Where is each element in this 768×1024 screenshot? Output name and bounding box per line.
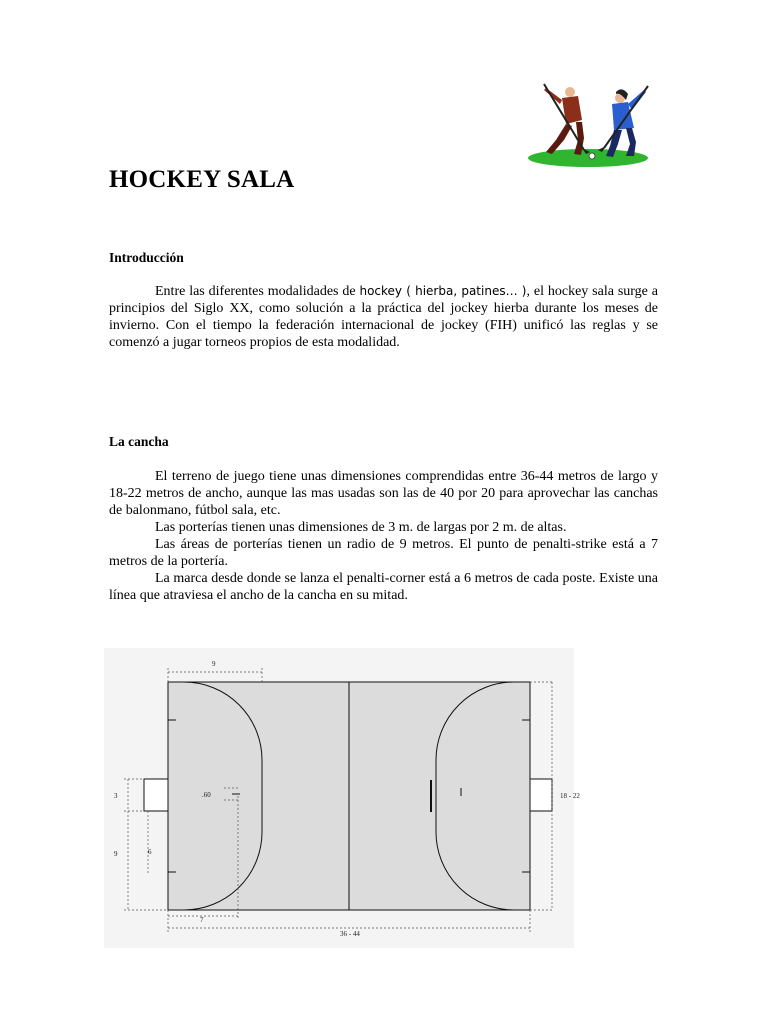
intro-heading: Introducción (109, 250, 184, 265)
cancha-heading: La cancha (109, 434, 169, 449)
label-spot-width: .60 (202, 791, 211, 799)
intro-text-before: Entre las diferentes modalidades de (155, 284, 360, 299)
cancha-paragraph-4: La marca desde donde se lanza el penalti-corner está a 6 metros de cada poste. Existe una línea que atraviesa el ancho de la cancha en su mitad. (109, 571, 658, 603)
label-penalty-7: 7 (200, 916, 204, 924)
cancha-paragraph-2: Las porterías tienen unas dimensiones de 3 m. de largas por 2 m. de altas. (155, 520, 567, 535)
intro-paragraph (109, 283, 658, 351)
player-left (544, 84, 590, 155)
label-width: 18 - 22 (560, 792, 580, 800)
label-corner-6: 6 (148, 848, 152, 856)
label-goal-width-3: 3 (114, 792, 118, 800)
left-goal (144, 779, 168, 811)
label-length: 36 - 44 (340, 930, 360, 938)
label-side-9: 9 (114, 850, 118, 858)
cancha-paragraph-3: Las áreas de porterías tienen un radio de 9 metros. El punto de penalti-strike está a 7 metros de la portería. (109, 537, 658, 569)
page-title: HOCKEY SALA (109, 166, 295, 193)
label-radius-9: 9 (212, 660, 216, 668)
intro-text-after: , el hockey sala surge a principios del Siglo XX, como solución a la práctica del jockey hierba durante los meses de invierno. Con el tiempo la federación internacional de jockey (FIH) unificó las reglas y se comenzó a jugar torneos propios de esta modalidad. (109, 284, 658, 350)
cancha-paragraph-1: El terreno de juego tiene unas dimensiones comprendidas entre 36-44 metros de largo y 18-22 metros de ancho, aunque las mas usadas son las de 40 por 20 para aprovechar las canchas de balonmano, fútbol sala, etc. (109, 469, 658, 518)
intro-aside: hockey ( hierba, patines… ) (359, 284, 527, 298)
court-diagram (104, 648, 580, 948)
right-goal (530, 779, 552, 811)
hockey-players-illustration (526, 80, 650, 168)
player-right (598, 86, 648, 157)
cancha-paragraphs (109, 468, 658, 604)
